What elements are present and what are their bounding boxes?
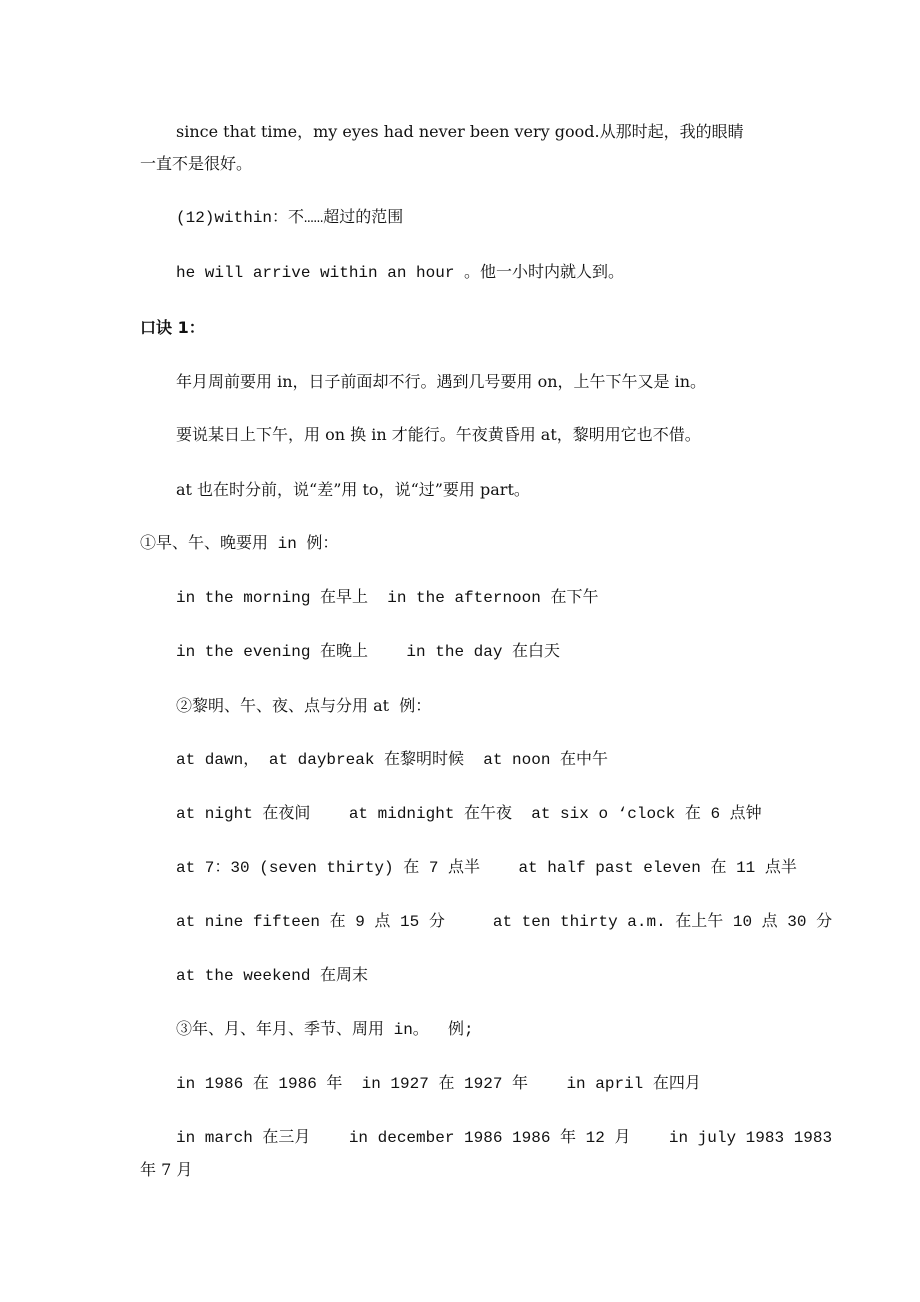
text-line: at 也在时分前，说“差”用 to，说“过”要用 part。	[176, 480, 530, 499]
text-line: since that time，my eyes had never been very good.从那时起，我的眼睛	[176, 122, 744, 141]
text-line: in 1986 在 1986 年 in 1927 在 1927 年 in april 在四月	[176, 1075, 701, 1093]
text-line: (12)within：不……超过的范围	[176, 209, 404, 227]
text-line: 年 7 月	[140, 1160, 193, 1179]
text-line: he will arrive within an hour 。他一小时内就人到。	[176, 264, 625, 282]
text-line: at the weekend 在周末	[176, 967, 369, 985]
text-line: at night 在夜间 at midnight 在午夜 at six o ‘clock 在 6 点钟	[176, 805, 762, 823]
text-line: 要说某日上下午，用 on 换 in 才能行。午夜黄昏用 at，黎明用它也不借。	[176, 425, 701, 444]
text-line: 年月周前要用 in，日子前面却不行。遇到几号要用 on，上午下午又是 in。	[176, 372, 707, 391]
section-heading: 口诀 1：	[140, 318, 205, 337]
text-line: in the evening 在晚上 in the day 在白天	[176, 643, 561, 661]
text-line: in march 在三月 in december 1986 1986 年 12 月 in july 1983 1983	[176, 1129, 833, 1147]
text-line: 一直不是很好。	[140, 154, 253, 173]
text-line: at dawn， at daybreak 在黎明时候 at noon 在中午	[176, 751, 609, 769]
text-line: ②黎明、午、夜、点与分用 at 例：	[176, 696, 432, 715]
text-line: at nine fifteen 在 9 点 15 分 at ten thirty a.m. 在上午 10 点 30 分	[176, 913, 833, 931]
text-line: ③年、月、年月、季节、周用 in。 例;	[176, 1021, 474, 1039]
text-line: ①早、午、晚要用 in 例：	[140, 535, 339, 553]
text-line: in the morning 在早上 in the afternoon 在下午	[176, 589, 599, 607]
text-line: at 7：30 (seven thirty) 在 7 点半 at half past eleven 在 11 点半	[176, 859, 797, 877]
